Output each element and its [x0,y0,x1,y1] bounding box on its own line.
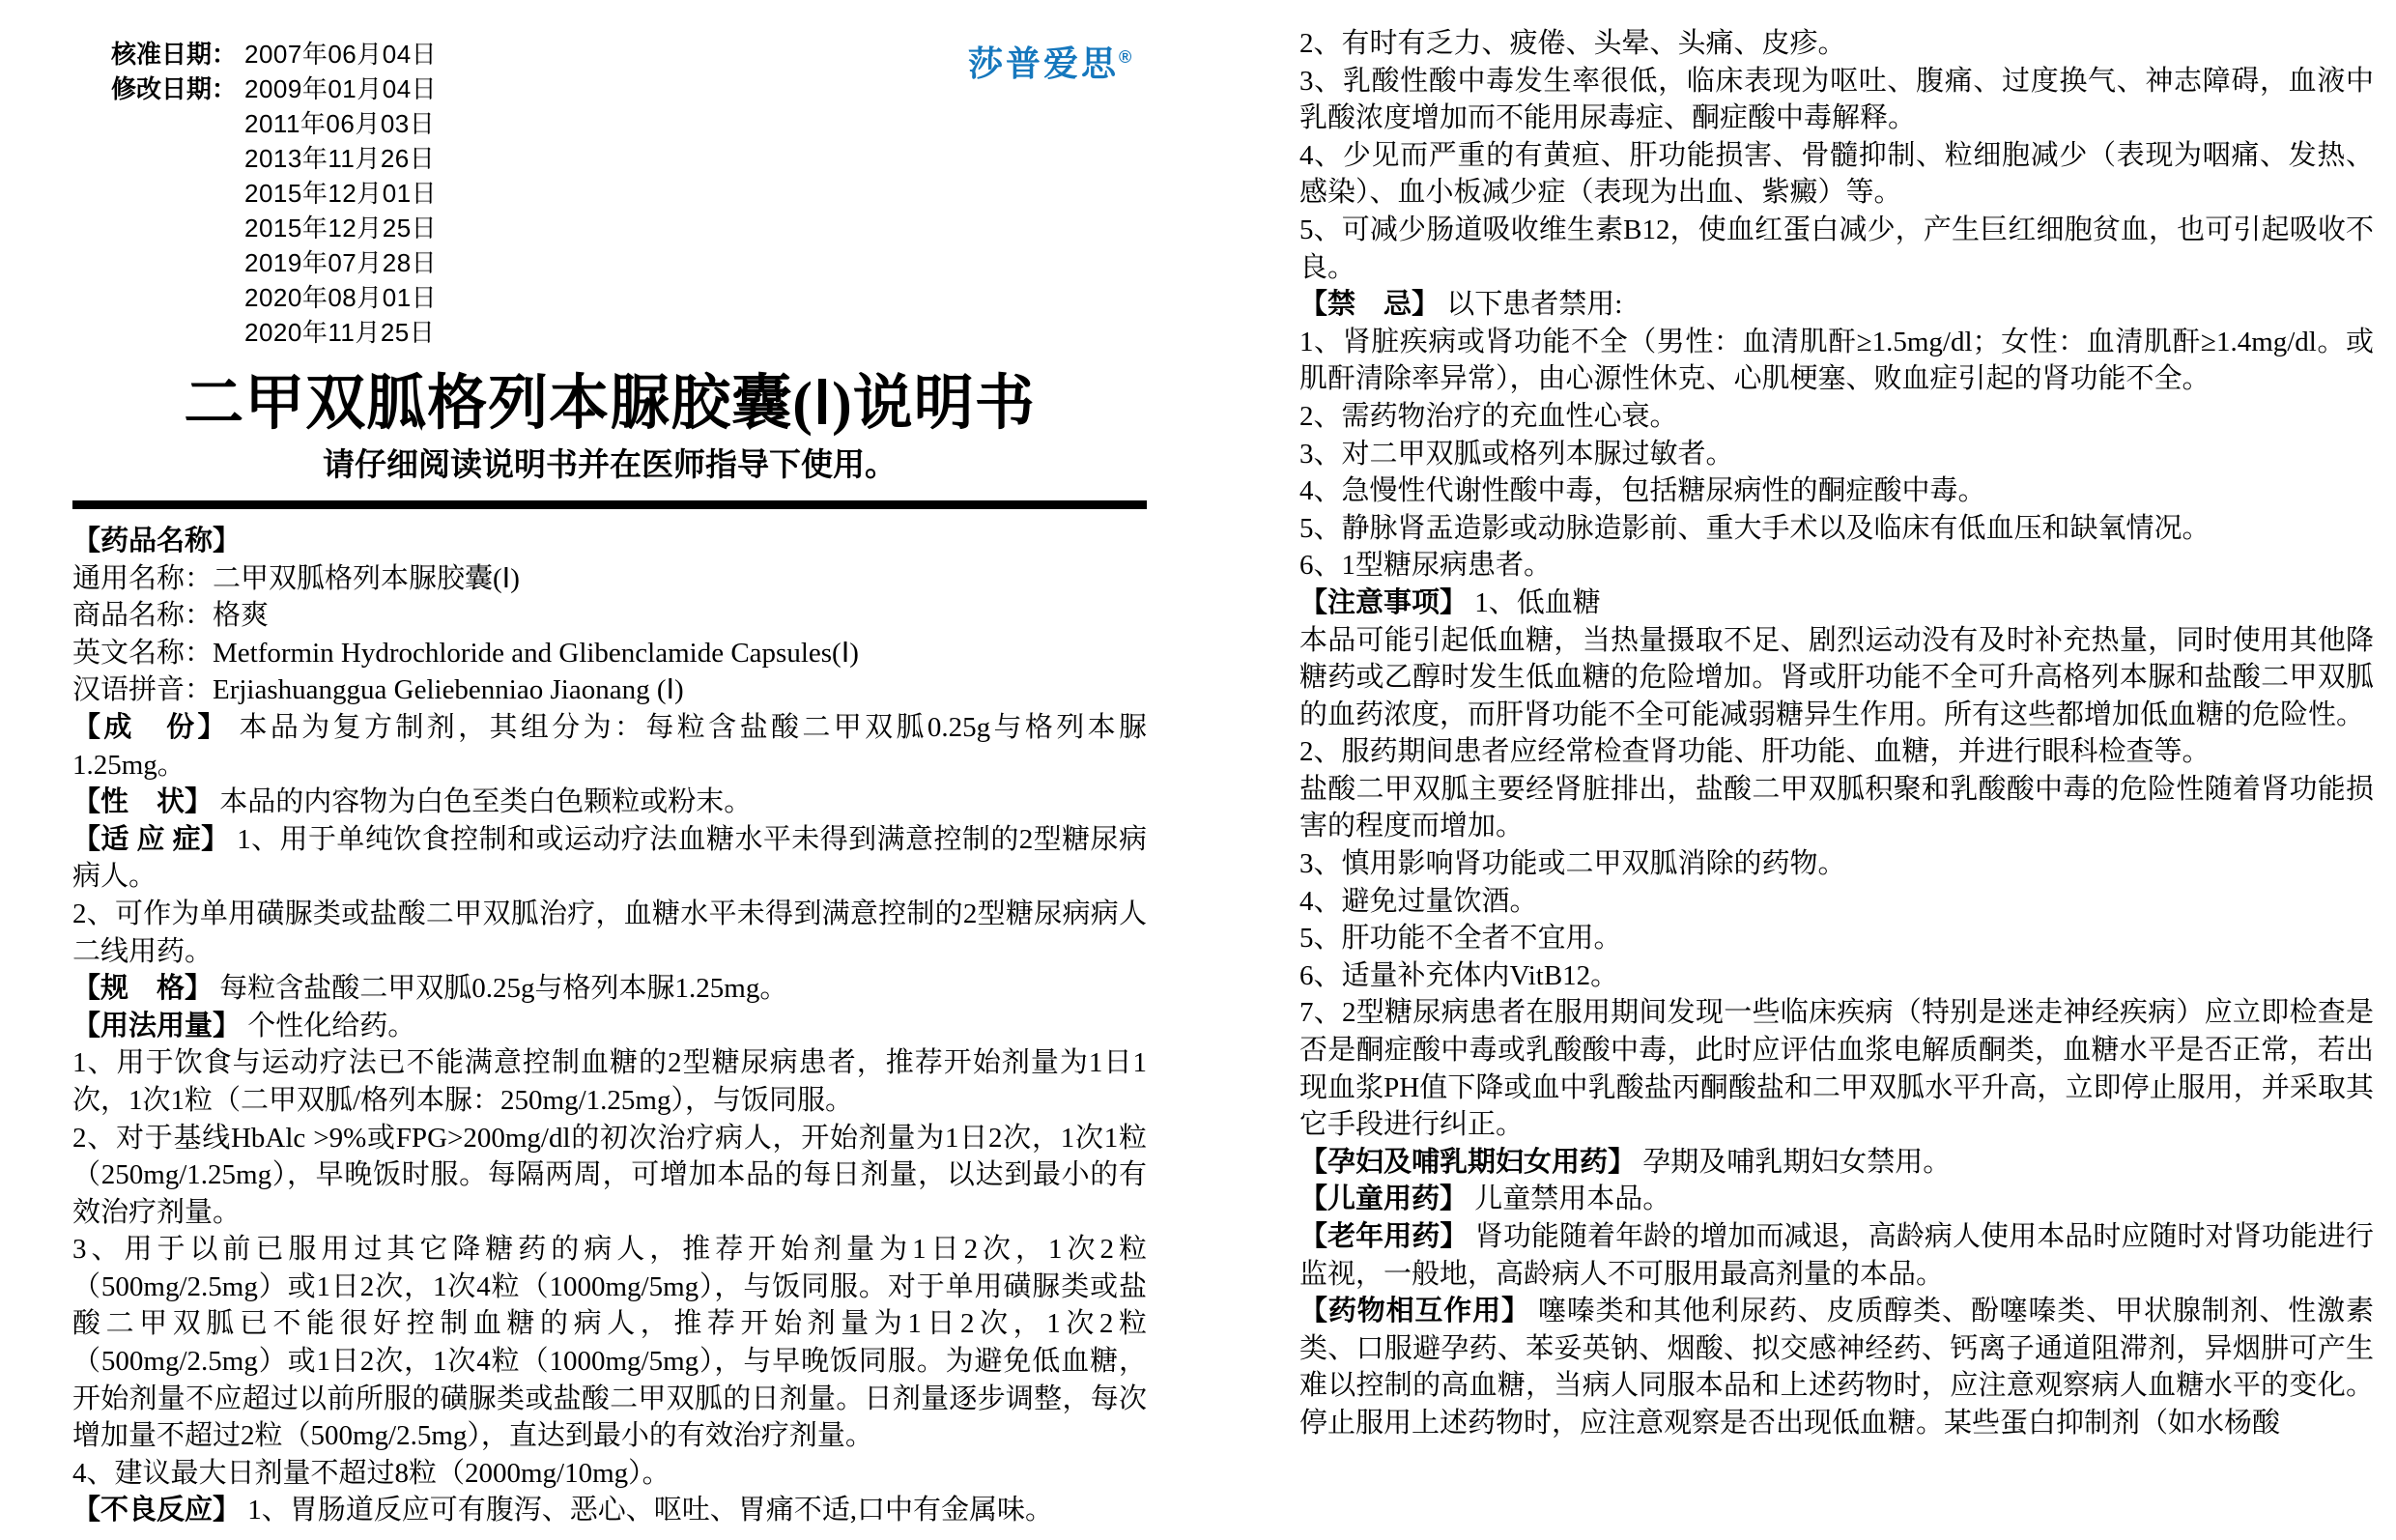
section-heading: 【适 应 症】 [72,823,230,855]
paragraph [1299,622,2374,734]
paragraph-text: 6、1型糖尿病患者。 [1299,550,1553,582]
paragraph [1299,733,2374,771]
paragraph [72,1120,1147,1232]
paragraph-text: 1、用于饮食与运动疗法已不能满意控制血糖的2型糖尿病患者，推荐开始剂量为1日1次，1次1粒（二甲双胍/格列本脲：250mg/1.25mg），与饭同服。 [72,1047,1147,1116]
approval-date-label: 核准日期： [111,40,238,69]
paragraph [1299,25,2374,63]
paragraph [1299,1218,2374,1293]
paragraph-text: 2、对于基线HbAlc >9%或FPG>200mg/dl的初次治疗病人，开始剂量为1日2次，1次1粒（250mg/1.25mg），早晚饭时服。每隔两周，可增加本品的每日剂量，以达到最小的有效治疗剂量。 [72,1122,1147,1228]
paragraph-text: 5、可减少肠道吸收维生素B12，使血红蛋白减少，产生巨红细胞贫血，也可引起吸收不良。 [1299,214,2374,283]
paragraph [1299,324,2374,398]
section-heading: 【性 状】 [72,786,214,818]
paragraph-text: 1、肾脏疾病或肾功能不全（男性：血清肌酐≥1.5mg/dl；女性：血清肌酐≥1.4mg/dl。或肌酐清除率异常），由心源性休克、心肌梗塞、败血症引起的肾功能不全。 [1299,326,2374,395]
registered-trademark-icon: ® [1119,47,1132,67]
date-value: 2013年11月26日 [244,144,436,173]
date-label-spacer [111,211,241,245]
paragraph [72,709,1147,784]
paragraph [1299,1144,2374,1182]
paragraph [1299,771,2374,845]
paragraph-text: 4、建议最大日剂量不超过8粒（2000mg/10mg）。 [72,1457,670,1489]
paragraph-text: 肾功能随着年龄的增加而减退，高龄病人使用本品时应随时对肾功能进行监视，一般地，高龄病人不可服用最高剂量的本品。 [1299,1221,2374,1290]
paragraph-text: 6、适量补充体内VitB12。 [1299,959,1619,991]
date-value: 2015年12月25日 [244,214,438,242]
section-heading: 【成 份】 [72,711,229,743]
section-heading: 【儿童用药】 [1299,1184,1469,1215]
date-value: 2009年01月04日 [244,74,438,103]
brand-logo-text: 莎普爱思 [968,43,1120,83]
paragraph [72,1008,1147,1045]
paragraph [72,970,1147,1008]
paragraph-text: 盐酸二甲双胍主要经肾脏排出，盐酸二甲双胍积聚和乳酸酸中毒的危险性随着肾功能损害的程度而增加。 [1299,773,2374,842]
page-subtitle: 请仔细阅读说明书并在医师指导下使用。 [323,448,897,483]
paragraph-text: 孕期及哺乳期妇女禁用。 [1636,1146,1952,1178]
paragraph-text: 4、避免过量饮酒。 [1299,885,1538,917]
dates-block [111,37,1147,350]
paragraph-text: 1、胃肠道反应可有腹泻、恶心、呕吐、胃痛不适,口中有金属味。 [241,1495,1054,1526]
date-label-spacer [111,176,241,211]
paragraph [72,1044,1147,1119]
paragraph-text: 2、需药物治疗的充血性心衰。 [1299,400,1678,432]
paragraph-text: 3、用于以前已服用过其它降糖药的病人，推荐开始剂量为1日2次，1次2粒（500mg/2.5mg）或1日2次，1次4粒（1000mg/5mg），与饭同服。对于单用磺脲类或盐酸二甲双胍已不能很好控制血糖的病人，推荐开始剂量为1日2次，1次2粒（500mg/2.5mg）或1日2次，1次4粒（1000mg/5mg），与早晚饭同服。为避免低血糖，开始剂量不应超过以前所服的磺脲类或盐酸二甲双胍的日剂量。日剂量逐步调整，每次增加量不超过2粒（500mg/2.5mg），直达到最小的有效治疗剂量。 [72,1234,1147,1452]
paragraph-text: 本品可能引起低血糖，当热量摄取不足、剧烈运动没有及时补充热量，同时使用其他降糖药或乙醇时发生低血糖的危险增加。肾或肝功能不全可升高格列本脲和盐酸二甲双胍的血药浓度，而肝肾功能不全可能减弱糖异生作用。所有这些都增加低血糖的危险性。 [1299,624,2374,730]
date-label-spacer [111,245,241,280]
paragraph [72,560,1147,598]
date-label-spacer [111,315,241,350]
right-column-body [1299,25,2374,1442]
section-heading: 【注意事项】 [1299,586,1469,618]
paragraph [1299,585,2374,622]
section-heading: 【不良反应】 [72,1495,242,1526]
paragraph-text: 4、急慢性代谢性酸中毒，包括糖尿病性的酮症酸中毒。 [1299,475,1986,507]
paragraph [1299,436,2374,473]
paragraph-text: 3、对二甲双胍或格列本脲过敏者。 [1299,438,1734,470]
paragraph [72,1492,1147,1529]
paragraph-text: 噻嗪类和其他利尿药、皮质醇类、酚噻嗪类、甲状腺制剂、性激素类、口服避孕药、苯妥英钠、烟酸、拟交感神经药、钙离子通道阻滞剂，异烟肼可产生难以控制的高血糖，当病人同服本品和上述药物时，应注意观察病人血糖水平的变化。停止服用上述药物时，应注意观察是否出现低血糖。某些蛋白抑制剂（如水杨酸 [1299,1296,2374,1439]
paragraph-text: 本品为复方制剂，其组分为：每粒含盐酸二甲双胍0.25g与格列本脲1.25mg。 [72,711,1147,781]
date-value: 2007年06月04日 [244,40,438,69]
paragraph [72,896,1147,970]
paragraph [1299,398,2374,436]
paragraph [72,597,1147,635]
paragraph-text: 商品名称：格爽 [72,600,270,632]
paragraph [1299,994,2374,1143]
section-heading: 【孕妇及哺乳期妇女用药】 [1299,1146,1637,1178]
paragraph-text: 3、慎用影响肾功能或二甲双胍消除的药物。 [1299,848,1846,880]
paragraph-text: 个性化给药。 [241,1010,416,1041]
section-heading: 【规 格】 [72,973,214,1005]
paragraph [72,1231,1147,1455]
paragraph [72,523,1147,560]
section-heading: 【禁 忌】 [1299,289,1440,321]
section-heading: 【药品名称】 [72,526,242,556]
section-heading: 【老年用药】 [1299,1221,1469,1252]
paragraph [1299,920,2374,957]
date-value: 2015年12月01日 [244,179,438,208]
paragraph [1299,472,2374,510]
paragraph-text: 以下患者禁用: [1440,289,1623,321]
paragraph [72,671,1147,709]
paragraph [72,1455,1147,1493]
section-heading: 【用法用量】 [72,1010,242,1041]
paragraph [1299,510,2374,548]
paragraph-text: 3、乳酸性酸中毒发生率很低，临床表现为呕吐、腹痛、过度换气、神志障碍，血液中乳酸浓度增加而不能用尿毒症、酮症酸中毒解释。 [1299,65,2374,134]
paragraph-text: 本品的内容物为白色至类白色颗粒或粉末。 [213,786,753,818]
paragraph [1299,212,2374,286]
left-column-body [72,523,1147,1529]
section-heading: 【药物相互作用】 [1299,1296,1530,1327]
paragraph [72,784,1147,821]
date-value: 2011年06月03日 [244,109,436,138]
right-column [1299,25,2374,1442]
revision-date-label: 修改日期： [111,74,238,103]
paragraph-text: 2、有时有乏力、疲倦、头晕、头痛、皮疹。 [1299,28,1846,59]
paragraph [1299,286,2374,324]
paragraph-text: 5、肝功能不全者不宜用。 [1299,923,1622,955]
date-value: 2019年07月28日 [244,248,438,277]
paragraph-text: 英文名称：Metformin Hydrochloride and Glibenclamide Capsules(Ⅰ) [72,637,859,669]
paragraph [1299,1181,2374,1218]
paragraph-text: 5、静脉肾盂造影或动脉造影前、重大手术以及临床有低血压和缺氧情况。 [1299,512,2211,544]
date-value: 2020年08月01日 [244,283,438,312]
date-label-spacer [111,106,241,141]
paragraph-text: 4、少见而严重的有黄疸、肝功能损害、骨髓抑制、粒细胞减少（表现为咽痛、发热、感染）、血小板减少症（表现为出血、紫癜）等。 [1299,139,2374,209]
paragraph [1299,547,2374,585]
paragraph-text: 每粒含盐酸二甲双胍0.25g与格列本脲1.25mg。 [213,973,788,1005]
date-label-spacer [111,280,241,315]
paragraph [1299,1293,2374,1441]
paragraph-text: 2、服药期间患者应经常检查肾功能、肝功能、血糖，并进行眼科检查等。 [1299,736,2211,768]
paragraph-text: 7、2型糖尿病患者在服用期间发现一些临床疾病（特别是迷走神经疾病）应立即检查是否是酮症酸中毒或乳酸酸中毒，此时应评估血浆电解质酮类，血糖水平是否正常，若出现血浆PH值下降或血中乳酸盐丙酮酸盐和二甲双胍水平升高，立即停止服用，并采取其它手段进行纠正。 [1299,997,2374,1141]
left-column [72,37,1147,1529]
paragraph-text: 1、用于单纯饮食控制和或运动疗法血糖水平未得到满意控制的2型糖尿病病人。 [72,823,1147,893]
paragraph [1299,883,2374,921]
paragraph-text: 汉语拼音：Erjiashuanggua Geliebenniao Jiaonang (Ⅰ) [72,674,684,706]
paragraph [72,821,1147,896]
paragraph-text: 通用名称：二甲双胍格列本脲胶囊(Ⅰ) [72,562,520,594]
paragraph [72,635,1147,672]
paragraph [1299,137,2374,212]
page-title: 二甲双胍格列本脲胶囊(Ⅰ)说明书 [184,371,1036,437]
paragraph [1299,957,2374,995]
paragraph [1299,63,2374,137]
date-label-spacer [111,141,241,176]
date-value: 2020年11月25日 [244,318,436,347]
paragraph-text: 2、可作为单用磺脲类或盐酸二甲双胍治疗，血糖水平未得到满意控制的2型糖尿病病人二线用药。 [72,898,1147,967]
title-divider [72,500,1147,509]
paragraph-text: 1、低血糖 [1468,586,1601,618]
paragraph [1299,845,2374,883]
paragraph-text: 儿童禁用本品。 [1468,1184,1671,1215]
